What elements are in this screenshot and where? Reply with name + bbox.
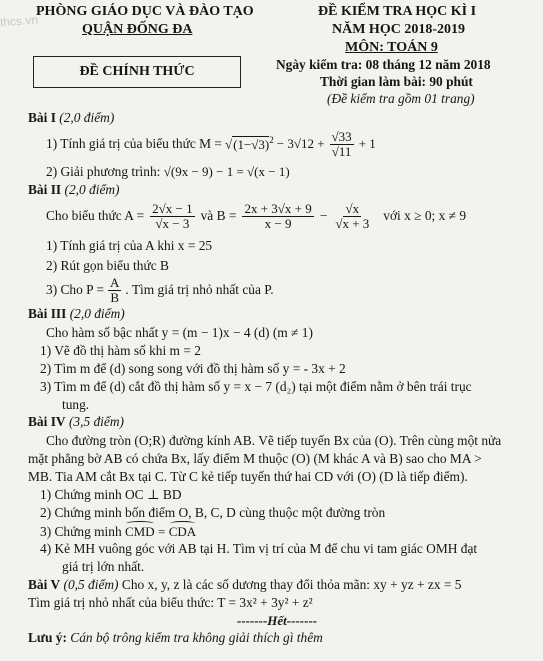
bai4-q2: 2) Chứng minh bốn điểm O, B, C, D cùng thuộc một đường tròn (40, 505, 386, 520)
bai2-q2: 2) Rút gọn biểu thức B (46, 258, 169, 273)
bai5-title: Bài V (28, 577, 61, 592)
arc-mark-icon (126, 521, 154, 526)
bai2-and: và B = (200, 208, 237, 224)
bai2-q3-a: 3) Cho P = (46, 282, 105, 298)
exam-title: ĐỀ KIỂM TRA HỌC KÌ I (318, 4, 477, 19)
bai2-b-num: 2x + 3√x + 9 (244, 201, 312, 216)
department-title: PHÒNG GIÁO DỤC VÀ ĐÀO TẠO (36, 4, 254, 19)
bai2-minus: − (319, 208, 328, 224)
pages-note: (Đề kiểm tra gồm 01 trang) (327, 91, 475, 106)
bai5-line2: Tìm giá trị nhỏ nhất của biểu thức: T = 3x² + 3y² + z² (28, 595, 313, 610)
bai4-para-line3: MB. Tia AM cắt Bx tại C. Từ C kẻ tiếp tuyến thứ hai CD với (O) (D là tiếp điểm). (28, 469, 468, 484)
bai1-q1-expr-a: (1−√3) (233, 136, 270, 152)
bai2-title: Bài II (28, 182, 62, 197)
bai3-heading (28, 306, 125, 322)
bai5-points: (0,5 điểm) (63, 577, 119, 592)
bai2-intro (46, 202, 466, 230)
watermark: thcs.vn (0, 12, 39, 30)
bai2-c-num: √x (345, 201, 360, 216)
bai1-q2-text: 2) Giải phương trình: (46, 164, 161, 179)
note (28, 630, 323, 646)
bai2-heading (28, 182, 120, 198)
school-year: NĂM HỌC 2018-2019 (332, 22, 465, 37)
bai4-q3-text: 3) Chứng minh (40, 524, 122, 539)
bai3-q1: 1) Vẽ đồ thị hàm số khi m = 2 (40, 343, 201, 358)
bai4-q3-arc2-wrap (169, 521, 196, 540)
bai1-q1-sqrt: $√(1-√3)^2$ (224, 135, 274, 152)
bai2-c-den: √x + 3 (335, 215, 370, 231)
bai4-title: Bài IV (28, 414, 66, 429)
bai2-a-fraction (150, 202, 194, 230)
duration: Thời gian làm bài: 90 phút (320, 74, 473, 89)
bai1-q1-expr-b: − 3√12 + (276, 136, 325, 152)
bai4-q4-line2: giá trị lớn nhất. (62, 559, 145, 574)
bai1-q1-tail: + 1 (358, 136, 376, 152)
bai4-q4-line1: 4) Kẻ MH vuông góc với AB tại H. Tìm vị trí của M để chu vi tam giác OMH đạt (40, 541, 478, 556)
bai2-q3-fraction (108, 276, 121, 304)
bai5-line1 (28, 577, 461, 593)
bai4-q1: 1) Chứng minh OC ⊥ BD (40, 487, 182, 502)
bai2-b-den: x − 9 (264, 215, 292, 231)
bai4-q3 (40, 521, 196, 540)
bai3-q3-line1: 3) Tìm m để (d) cắt đồ thị hàm số y = x − 7 (d₂) tại một điểm nằm ở bên trái trục (40, 379, 472, 394)
district-title: QUẬN ĐỐNG ĐA (82, 22, 193, 37)
bai2-a-den: √x − 3 (155, 215, 190, 231)
bai1-title: Bài I (28, 110, 56, 125)
bai1-points: (2,0 điểm) (59, 110, 115, 125)
bai2-q3 (46, 276, 274, 304)
bai1-q1-num: √33 (331, 129, 352, 144)
bai4-q3-eq: = (158, 524, 166, 539)
bai2-intro-text: Cho biểu thức A = (46, 208, 145, 224)
bai4-q3-arc1-wrap (125, 521, 155, 540)
bai4-para-line2: mặt phẳng bờ AB có chứa Bx, lấy điểm M thuộc (O) (M khác A và B) sao cho MA > (28, 451, 482, 466)
bai4-heading (28, 414, 124, 430)
bai2-b-fraction (242, 202, 313, 230)
test-date: Ngày kiểm tra: 08 tháng 12 năm 2018 (276, 57, 491, 72)
bai4-q3-arc1: CMD (125, 524, 155, 539)
bai3-points: (2,0 điểm) (69, 306, 125, 321)
official-box: ĐỀ CHÍNH THỨC (33, 56, 241, 88)
bai1-q1 (46, 130, 376, 158)
bai1-heading (28, 110, 114, 126)
bai2-c-fraction (333, 202, 371, 230)
bai2-a-num: 2√x − 1 (152, 201, 193, 216)
bai2-condition: với x ≥ 0; x ≠ 9 (383, 208, 467, 224)
bai1-q2 (46, 164, 290, 180)
bai3-intro: Cho hàm số bậc nhất y = (m − 1)x − 4 (d) (m ≠ 1) (46, 325, 313, 340)
bai3-q3-line2: tung. (62, 397, 90, 412)
bai2-q3-den: B (110, 289, 120, 305)
bai4-q3-arc2: CDA (168, 524, 197, 539)
bai2-q3-b: . Tìm giá trị nhỏ nhất của P. (125, 282, 274, 298)
bai2-points: (2,0 điểm) (64, 182, 120, 197)
end-mark: -------Hết------- (237, 613, 318, 628)
note-text: Cán bộ trông kiểm tra không giải thích gì thêm (70, 630, 323, 645)
bai2-q1: 1) Tính giá trị của A khi x = 25 (46, 238, 213, 253)
bai1-q1-fraction (330, 130, 354, 158)
bai1-q1-text: 1) Tính giá trị của biểu thức M = (46, 136, 222, 152)
subject: MÔN: TOÁN 9 (345, 40, 438, 55)
bai2-q3-num: A (110, 275, 120, 290)
note-label: Lưu ý: (28, 630, 67, 645)
bai5-text: Cho x, y, z là các số dương thay đổi thỏa mãn: xy + yz + zx = 5 (121, 577, 462, 592)
bai1-q1-den: √11 (331, 143, 352, 159)
bai1-q2-expr: √(9x − 9) − 1 = √(x − 1) (163, 164, 290, 179)
bai3-q2: 2) Tìm m để (d) song song với đồ thị hàm số y = - 3x + 2 (40, 361, 346, 376)
arc-mark-icon (170, 521, 195, 526)
bai3-title: Bài III (28, 306, 67, 321)
bai4-para-line1: Cho đường tròn (O;R) đường kính AB. Vẽ tiếp tuyến Bx của (O). Trên cùng một nửa (46, 433, 502, 448)
bai4-points: (3,5 điểm) (68, 414, 124, 429)
